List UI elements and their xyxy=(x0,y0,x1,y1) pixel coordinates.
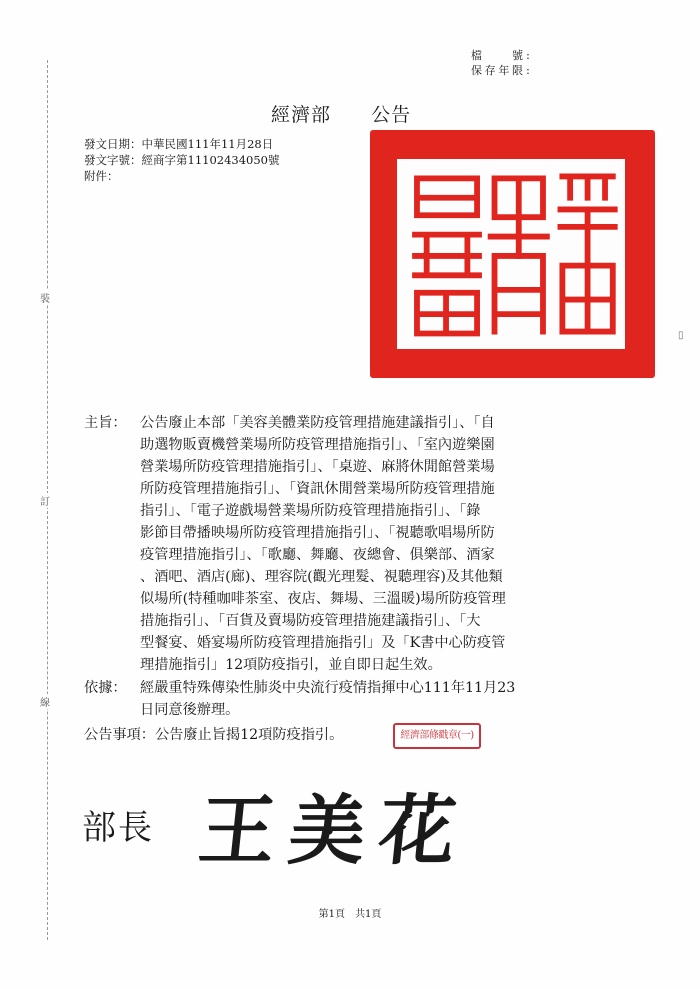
subject-line: 措施指引」、「百貨及賣場防疫管理措施建議指引」、「大 xyxy=(140,613,481,629)
minister-signature: 王美花 xyxy=(194,786,475,875)
issue-date-label: 發文日期： xyxy=(84,137,142,151)
file-number-row: 檔 號 : xyxy=(471,49,530,62)
subject-line: 助選物販賣機營業場所防疫管理措施指引」、「室內遊樂園 xyxy=(140,437,495,453)
retention-row: 保存年限 : xyxy=(471,64,530,77)
issue-date-value: 中華民國111年11月28日 xyxy=(141,137,274,151)
announcement xyxy=(84,724,343,744)
retention-label: 保存年限 xyxy=(471,64,523,77)
announcement-text: 公告廢止旨揭12項防疫指引。 xyxy=(154,727,344,743)
subject-label: 主旨： xyxy=(84,415,127,431)
agency-name: 經濟部 xyxy=(271,104,332,126)
subject-line: 指引」、「電子遊戲場營業場所防疫管理措施指引」、「錄 xyxy=(140,503,481,519)
official-seal xyxy=(370,130,655,378)
attachment-label: 附件： xyxy=(84,169,119,183)
subject-line: 似場所(特種咖啡茶室、夜店、舞場、三溫暖)場所防疫管理 xyxy=(140,591,506,607)
basis-line: 日同意後辦理。 xyxy=(140,702,240,718)
basis-text xyxy=(140,677,610,721)
minister-title: 部長 xyxy=(82,808,154,848)
attachment-row xyxy=(84,168,279,184)
subject-line: 公告廢止本部「美容美體業防疫管理措施建議指引」、「自 xyxy=(140,415,495,431)
subject-text xyxy=(140,412,610,676)
doc-number-value: 經商字第11102434050號 xyxy=(141,153,280,167)
subject-line: 型餐宴、婚宴場所防疫管理措施指引」及「K書中心防疫管 xyxy=(140,635,506,651)
doc-type: 公告 xyxy=(371,104,412,126)
subject-line: 疫管理措施指引」、「歌廳、舞廳、夜總會、俱樂部、酒家 xyxy=(140,547,495,563)
seal-inner-frame xyxy=(394,156,628,352)
doc-number-label: 發文字號： xyxy=(84,153,142,167)
binding-mark-2: 訂 xyxy=(40,493,50,508)
seal-script-glyphs xyxy=(397,159,625,349)
scan-artifact: ▯ xyxy=(678,330,684,341)
page-number: 第1頁 共1頁 xyxy=(318,909,382,920)
binding-mark-1: 裝 xyxy=(40,290,50,305)
file-number-label: 檔 號 xyxy=(471,49,523,62)
subject-line: 影節目帶播映場所防疫管理措施指引」、「視聽歌唱場所防 xyxy=(140,525,495,541)
announcement-label: 公告事項： xyxy=(84,727,155,743)
document-title xyxy=(271,100,411,127)
subject-line: 理措施指引」12項防疫指引，並自即日起生效。 xyxy=(140,657,442,673)
binding-mark-3: 線 xyxy=(40,694,50,709)
basis-label: 依據： xyxy=(84,680,127,696)
subject-line: 、酒吧、酒店(廊)、理容院(觀光理髮、視聽理容)及其他類 xyxy=(140,569,503,585)
issue-date-row xyxy=(84,136,279,152)
basis-line: 經嚴重特殊傳染性肺炎中央流行疫情指揮中心111年11月23 xyxy=(140,680,516,696)
doc-info xyxy=(84,136,279,184)
subject-line: 所防疫管理措施指引」、「資訊休閒營業場所防疫管理措施 xyxy=(140,481,495,497)
agency-strip-stamp: 經濟部條戳章(一) xyxy=(393,723,481,749)
subject-line: 營業場所防疫管理措施指引」、「桌遊、麻將休閒館營業場 xyxy=(140,459,495,475)
doc-number-row xyxy=(84,152,279,168)
